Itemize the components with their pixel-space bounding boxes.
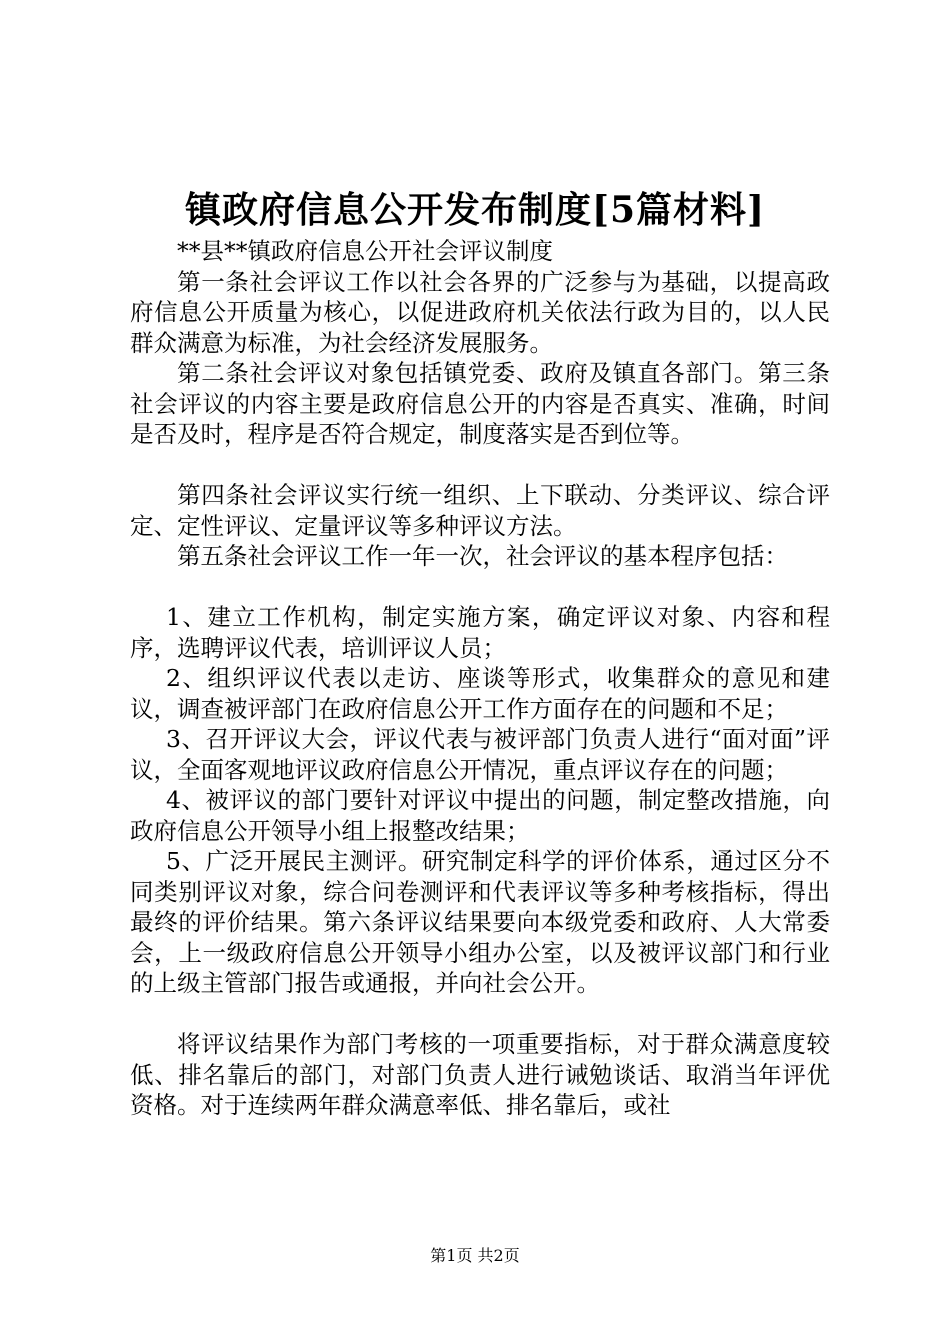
paragraph-results: 将评议结果作为部门考核的一项重要指标，对于群众满意度较低、排名靠后的部门，对部门负责人进行诫勉谈话、取消当年评优资格。对于连续两年群众满意率低、排名靠后，或社 bbox=[130, 1030, 830, 1119]
document-title: 镇政府信息公开发布制度[5篇材料] bbox=[184, 189, 766, 231]
paragraph-article-5: 第五条社会评议工作一年一次，社会评议的基本程序包括： bbox=[177, 542, 788, 570]
section-subtitle: **县**镇政府信息公开社会评议制度 bbox=[177, 237, 553, 265]
list-item-step-5: 5、广泛开展民主测评。研究制定科学的评价体系，通过区分不同类别评议对象，综合问卷测评和代表评议等多种考核指标，得出最终的评价结果。第六条评议结果要向本级党委和政府、人大常委会，上一级政府信息公开领导小组办公室，以及被评议部门和行业的上级主管部门报告或通报，并向社会公开。 bbox=[130, 847, 830, 997]
list-item-step-1: 1、建立工作机构，制定实施方案，确定评议对象、内容和程序，选聘评议代表，培训评议人员； bbox=[130, 603, 830, 662]
paragraph-article-1: 第一条社会评议工作以社会各界的广泛参与为基础，以提高政府信息公开质量为核心，以促进政府机关依法行政为目的，以人民群众满意为标准，为社会经济发展服务。 bbox=[130, 267, 830, 357]
list-item-step-4: 4、被评议的部门要针对评议中提出的问题，制定整改措施，向政府信息公开领导小组上报整改结果； bbox=[130, 786, 830, 845]
paragraph-article-2-3: 第二条社会评议对象包括镇党委、政府及镇直各部门。第三条社会评议的内容主要是政府信息公开的内容是否真实、准确，时间是否及时，程序是否符合规定，制度落实是否到位等。 bbox=[130, 359, 830, 448]
paragraph-article-4: 第四条社会评议实行统一组织、上下联动、分类评议、综合评定、定性评议、定量评议等多种评议方法。 bbox=[130, 481, 830, 540]
page-number-footer: 第1页 共2页 bbox=[430, 1246, 520, 1265]
document-body bbox=[130, 236, 830, 1121]
list-item-step-3: 3、召开评议大会，评议代表与被评部门负责人进行“面对面”评议，全面客观地评议政府信息公开情况，重点评议存在的问题； bbox=[130, 725, 830, 784]
list-item-step-2: 2、组织评议代表以走访、座谈等形式，收集群众的意见和建议，调查被评部门在政府信息公开工作方面存在的问题和不足； bbox=[130, 664, 830, 723]
